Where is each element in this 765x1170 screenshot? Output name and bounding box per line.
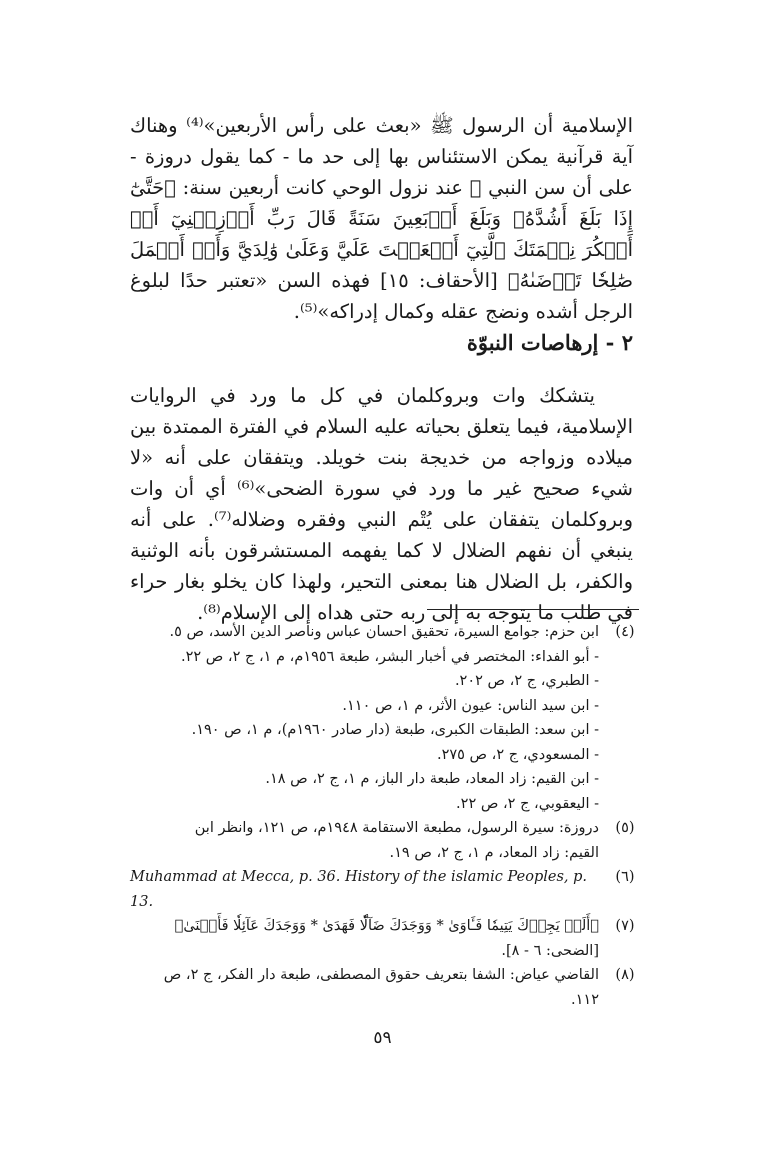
footnote-number: (٧) <box>615 918 635 934</box>
footnote-number: (٥) <box>615 820 635 836</box>
footnote-number: (٦) <box>615 869 635 885</box>
paragraph-text: الإسلامية أن الرسول ﷺ «بعث على رأس الأربعين»⁽⁴⁾ وهناك آية قرآنية يمكن الاستئناس بها إلى حد ما - كما يقول دروزة - على أن سن النبي ﷺ عند نزول الوحي كانت أربعين سنة: ﴿حَتَّىٰٓ إِذَا بَلَغَ أَشُدَّهُۥ وَبَلَغَ أَرۡبَعِينَ سَنَةً قَالَ رَبِّ أَوۡزِعۡنِيٓ أَنۡ أَشۡكُرَ نِعۡمَتَكَ ٱلَّتِيٓ أَنۡعَمۡتَ عَلَيَّ وَعَلَىٰ وَٰلِدَيَّ وَأَنۡ أَعۡمَلَ صَٰلِحٗا تَرۡضَىٰهُ﴾ [الأحقاف: ١٥] فهذه السن «تعتبر حدًا لبلوغ الرجل أشده ونضج عقله وكمال إدراكه»⁽⁵⁾. <box>130 114 634 323</box>
footnote-line: - أبو الفداء: المختصر في أخبار البشر، طبعة ١٩٥٦م، م ١، ج ٢، ص ٢٢. <box>180 648 599 665</box>
footnote-line: Muhammad at Mecca, p. 36. History of the islamic Peoples, p. 13. <box>130 869 588 910</box>
footnote-6 <box>130 865 641 914</box>
footnote-line: القيم: زاد المعاد، م ١، ج ٢، ص ١٩. <box>389 844 599 861</box>
footnote-line: ﴿أَلَمۡ يَجِدۡكَ يَتِيمٗا فَـَٔاوَىٰ * وَوَجَدَكَ ضَآلّٗا فَهَدَىٰ * وَوَجَدَكَ عَآئِلٗا فَأَغۡنَىٰ﴾ <box>174 918 599 934</box>
footnotes <box>130 620 641 1012</box>
footnote-number: (٨) <box>615 967 635 983</box>
footnote-divider <box>427 609 639 610</box>
section-heading: ٢ - إرهاصات النبوّة <box>466 330 633 355</box>
footnote-line: [الضحى: ٦ - ٨]. <box>501 942 599 959</box>
footnote-line: - ابن سيد الناس: عيون الأثر، م ١، ص ١١٠. <box>342 697 599 714</box>
footnote-line: - ابن سعد: الطبقات الكبرى، طبعة (دار صادر ١٩٦٠م)، م ١، ص ١٩٠. <box>191 722 599 738</box>
footnote-line: - الطبري، ج ٢، ص ٢٠٢. <box>454 673 599 689</box>
footnote-line: - ابن القيم: زاد المعاد، طبعة دار الباز، م ١، ج ٢، ص ١٨. <box>265 771 599 787</box>
paragraph-text: يتشكك وات وبروكلمان في كل ما ورد في الروايات الإسلامية، فيما يتعلق بحياته عليه السلام في الفترة الممتدة بين ميلاده وزواجه من خديجة بنت خويلد. ويتفقان على أنه «لا شيء صحيح غير ما ورد في سورة الضحى»⁽⁶⁾ أي أن وات وبروكلمان يتفقان على يُتْم النبي وفقره وضلاله⁽⁷⁾. على أنه ينبغي أن نفهم الضلال لا كما يفهمه المستشرقون بأنه الوثنية والكفر، بل الضلال هنا بمعنى التحير، ولهذا كان يخلو بغار حراء في طلب ما يتوجه به إلى ربه حتى هداه إلى الإسلام⁽⁸⁾. <box>130 384 633 624</box>
footnote-line: - اليعقوبي، ج ٢، ص ٢٢. <box>456 795 599 812</box>
footnote-7 <box>130 914 641 963</box>
footnote-line: ١١٢. <box>571 991 599 1008</box>
footnote-line: - المسعودي، ج ٢، ص ٢٧٥. <box>436 746 599 763</box>
page-number: ٥٩ <box>373 1028 392 1048</box>
footnote-4 <box>130 620 641 816</box>
footnote-5 <box>130 816 641 865</box>
body-paragraph-1 <box>130 110 633 327</box>
footnote-line: القاضي عياض: الشفا بتعريف حقوق المصطفى، طبعة دار الفكر، ج ٢، ص <box>163 967 599 983</box>
footnote-8 <box>130 963 641 1012</box>
body-paragraph-2 <box>130 380 633 628</box>
footnote-number: (٤) <box>615 624 635 640</box>
footnote-line: دروزة: سيرة الرسول، مطبعة الاستقامة ١٩٤٨م، ص ١٢١، وانظر ابن <box>194 820 599 836</box>
footnote-line: ابن حزم: جوامع السيرة، تحقيق احسان عباس وناصر الدين الأسد، ص ٥. <box>169 624 599 640</box>
